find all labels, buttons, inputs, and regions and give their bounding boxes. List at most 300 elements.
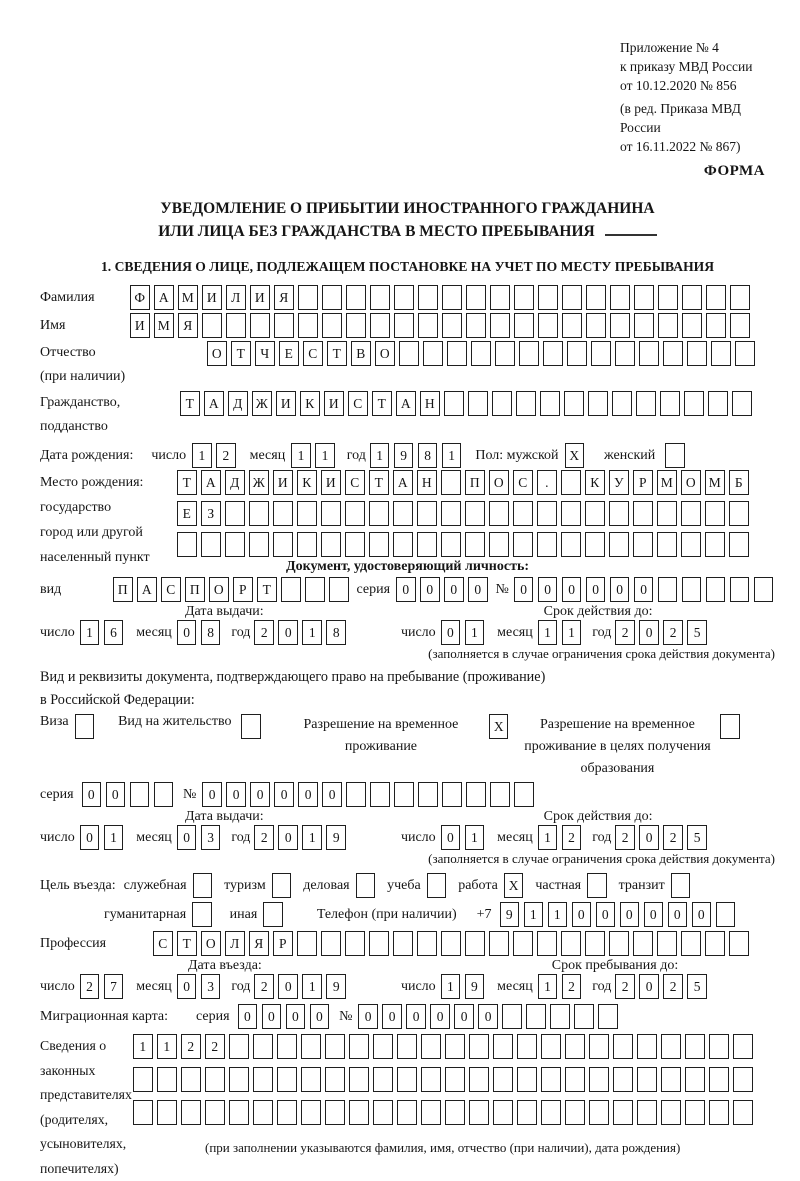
char-box[interactable] (465, 532, 485, 557)
char-box[interactable] (730, 577, 750, 602)
phone-input[interactable] (500, 902, 736, 927)
entry-month-input[interactable] (177, 974, 221, 999)
char-box[interactable]: 0 (430, 1004, 450, 1029)
char-box[interactable] (637, 1100, 657, 1125)
char-box[interactable]: 0 (382, 1004, 402, 1029)
char-box[interactable] (514, 285, 534, 310)
char-box[interactable] (517, 1100, 537, 1125)
char-box[interactable]: 5 (687, 825, 707, 850)
char-box[interactable]: И (276, 391, 296, 416)
char-box[interactable]: 0 (596, 902, 616, 927)
purpose-business-checkbox[interactable] (356, 873, 376, 898)
char-box[interactable] (687, 341, 707, 366)
char-box[interactable] (297, 931, 317, 956)
char-box[interactable]: 1 (133, 1034, 153, 1059)
char-box[interactable]: 0 (420, 577, 440, 602)
res-series-input[interactable] (82, 782, 174, 807)
char-box[interactable]: А (204, 391, 224, 416)
char-box[interactable]: С (161, 577, 181, 602)
char-box[interactable]: М (178, 285, 198, 310)
char-box[interactable]: А (154, 285, 174, 310)
res-issue-month-input[interactable] (177, 825, 221, 850)
char-box[interactable] (663, 341, 683, 366)
birth-place-row3-input[interactable] (177, 532, 749, 557)
char-box[interactable] (661, 1034, 681, 1059)
char-box[interactable]: З (201, 501, 221, 526)
char-box[interactable] (301, 1100, 321, 1125)
char-box[interactable]: И (273, 470, 293, 495)
char-box[interactable] (541, 1067, 561, 1092)
char-box[interactable]: 7 (104, 974, 124, 999)
char-box[interactable] (658, 285, 678, 310)
char-box[interactable]: 3 (201, 974, 221, 999)
char-box[interactable]: Н (420, 391, 440, 416)
char-box[interactable] (445, 1034, 465, 1059)
char-box[interactable]: А (201, 470, 221, 495)
res-issue-year-input[interactable] (254, 825, 346, 850)
char-box[interactable] (514, 782, 534, 807)
char-box[interactable] (442, 782, 462, 807)
char-box[interactable]: С (345, 470, 365, 495)
char-box[interactable]: П (113, 577, 133, 602)
char-box[interactable] (249, 501, 269, 526)
char-box[interactable] (321, 532, 341, 557)
char-box[interactable]: Т (177, 931, 197, 956)
char-box[interactable]: 1 (538, 825, 558, 850)
doc-valid-month-input[interactable] (538, 620, 582, 645)
char-box[interactable]: 0 (177, 620, 197, 645)
char-box[interactable] (370, 313, 390, 338)
char-box[interactable]: 0 (620, 902, 640, 927)
char-box[interactable] (469, 1067, 489, 1092)
char-box[interactable] (345, 501, 365, 526)
char-box[interactable]: 2 (663, 825, 683, 850)
char-box[interactable]: М (154, 313, 174, 338)
char-box[interactable]: 2 (663, 974, 683, 999)
char-box[interactable] (561, 532, 581, 557)
char-box[interactable] (489, 532, 509, 557)
char-box[interactable] (154, 782, 174, 807)
char-box[interactable] (322, 285, 342, 310)
char-box[interactable]: 8 (418, 443, 438, 468)
char-box[interactable] (202, 313, 222, 338)
char-box[interactable]: 1 (302, 620, 322, 645)
char-box[interactable] (591, 341, 611, 366)
char-box[interactable]: 8 (201, 620, 221, 645)
char-box[interactable] (661, 1100, 681, 1125)
char-box[interactable]: 0 (572, 902, 592, 927)
char-box[interactable] (393, 501, 413, 526)
char-box[interactable]: 0 (262, 1004, 282, 1029)
char-box[interactable] (273, 501, 293, 526)
char-box[interactable]: К (300, 391, 320, 416)
char-box[interactable]: С (303, 341, 323, 366)
char-box[interactable]: 0 (202, 782, 222, 807)
char-box[interactable] (417, 501, 437, 526)
char-box[interactable] (321, 931, 341, 956)
char-box[interactable] (682, 285, 702, 310)
char-box[interactable]: П (465, 470, 485, 495)
char-box[interactable]: И (250, 285, 270, 310)
char-box[interactable] (660, 391, 680, 416)
char-box[interactable]: Л (225, 931, 245, 956)
char-box[interactable]: Н (417, 470, 437, 495)
char-box[interactable] (417, 532, 437, 557)
char-box[interactable] (613, 1067, 633, 1092)
doc-valid-year-input[interactable] (615, 620, 707, 645)
char-box[interactable] (706, 577, 726, 602)
char-box[interactable] (421, 1034, 441, 1059)
char-box[interactable] (373, 1067, 393, 1092)
char-box[interactable] (526, 1004, 546, 1029)
residence-permit-checkbox[interactable] (241, 714, 261, 739)
char-box[interactable]: Я (274, 285, 294, 310)
char-box[interactable] (565, 1034, 585, 1059)
migration-number-input[interactable] (358, 1004, 618, 1029)
char-box[interactable]: 0 (278, 974, 298, 999)
char-box[interactable] (469, 1034, 489, 1059)
char-box[interactable] (445, 1067, 465, 1092)
char-box[interactable] (681, 532, 701, 557)
char-box[interactable] (394, 782, 414, 807)
doc-issue-day-input[interactable] (80, 620, 124, 645)
char-box[interactable] (685, 1034, 705, 1059)
char-box[interactable]: О (375, 341, 395, 366)
char-box[interactable]: 2 (562, 974, 582, 999)
char-box[interactable]: 1 (157, 1034, 177, 1059)
char-box[interactable] (681, 931, 701, 956)
char-box[interactable]: 6 (104, 620, 124, 645)
char-box[interactable] (585, 532, 605, 557)
char-box[interactable] (322, 313, 342, 338)
char-box[interactable]: К (297, 470, 317, 495)
char-box[interactable] (565, 1100, 585, 1125)
char-box[interactable]: 1 (465, 620, 485, 645)
char-box[interactable] (305, 577, 325, 602)
char-box[interactable] (585, 931, 605, 956)
char-box[interactable] (369, 532, 389, 557)
char-box[interactable] (540, 391, 560, 416)
visa-checkbox[interactable] (75, 714, 95, 739)
char-box[interactable]: 1 (302, 974, 322, 999)
char-box[interactable] (277, 1100, 297, 1125)
char-box[interactable] (349, 1034, 369, 1059)
char-box[interactable] (541, 1034, 561, 1059)
patronymic-input[interactable] (207, 341, 755, 366)
res-valid-day-input[interactable] (441, 825, 485, 850)
char-box[interactable] (588, 391, 608, 416)
legal-reps-row3-input[interactable] (133, 1100, 753, 1125)
doc-number-input[interactable] (514, 577, 774, 602)
char-box[interactable] (612, 391, 632, 416)
char-box[interactable] (657, 501, 677, 526)
char-box[interactable] (418, 285, 438, 310)
char-box[interactable] (589, 1034, 609, 1059)
char-box[interactable]: Д (228, 391, 248, 416)
sex-female-checkbox[interactable] (665, 443, 685, 468)
char-box[interactable] (229, 1067, 249, 1092)
char-box[interactable]: 0 (639, 825, 659, 850)
char-box[interactable] (329, 577, 349, 602)
legal-reps-row2-input[interactable] (133, 1067, 753, 1092)
doc-valid-day-input[interactable] (441, 620, 485, 645)
char-box[interactable]: 9 (326, 825, 346, 850)
char-box[interactable] (609, 501, 629, 526)
char-box[interactable] (574, 1004, 594, 1029)
char-box[interactable] (711, 341, 731, 366)
char-box[interactable] (421, 1067, 441, 1092)
char-box[interactable] (226, 313, 246, 338)
char-box[interactable]: П (185, 577, 205, 602)
char-box[interactable]: Р (273, 931, 293, 956)
char-box[interactable]: 5 (687, 620, 707, 645)
purpose-official-checkbox[interactable] (193, 873, 213, 898)
char-box[interactable] (466, 313, 486, 338)
char-box[interactable]: 1 (548, 902, 568, 927)
char-box[interactable]: 1 (104, 825, 124, 850)
stay-year-input[interactable] (615, 974, 707, 999)
char-box[interactable] (589, 1100, 609, 1125)
char-box[interactable] (514, 313, 534, 338)
char-box[interactable]: Ф (130, 285, 150, 310)
char-box[interactable]: 0 (639, 620, 659, 645)
char-box[interactable] (465, 501, 485, 526)
res-valid-year-input[interactable] (615, 825, 707, 850)
char-box[interactable]: 0 (692, 902, 712, 927)
char-box[interactable] (441, 931, 461, 956)
char-box[interactable] (537, 501, 557, 526)
char-box[interactable] (633, 931, 653, 956)
char-box[interactable] (205, 1067, 225, 1092)
char-box[interactable]: Е (177, 501, 197, 526)
char-box[interactable]: М (705, 470, 725, 495)
char-box[interactable] (493, 1034, 513, 1059)
char-box[interactable] (658, 577, 678, 602)
char-box[interactable] (682, 577, 702, 602)
char-box[interactable] (393, 931, 413, 956)
char-box[interactable] (634, 313, 654, 338)
char-box[interactable] (465, 931, 485, 956)
char-box[interactable] (277, 1034, 297, 1059)
char-box[interactable] (298, 285, 318, 310)
char-box[interactable]: 0 (454, 1004, 474, 1029)
char-box[interactable] (253, 1034, 273, 1059)
char-box[interactable]: Ж (249, 470, 269, 495)
char-box[interactable]: 2 (80, 974, 100, 999)
char-box[interactable]: К (585, 470, 605, 495)
char-box[interactable] (393, 532, 413, 557)
char-box[interactable]: 0 (514, 577, 534, 602)
char-box[interactable] (613, 1034, 633, 1059)
char-box[interactable]: О (207, 341, 227, 366)
char-box[interactable]: 0 (396, 577, 416, 602)
purpose-study-checkbox[interactable] (427, 873, 447, 898)
char-box[interactable] (442, 313, 462, 338)
char-box[interactable] (301, 1067, 321, 1092)
char-box[interactable] (709, 1034, 729, 1059)
char-box[interactable] (561, 501, 581, 526)
char-box[interactable] (369, 931, 389, 956)
char-box[interactable] (586, 313, 606, 338)
char-box[interactable] (346, 313, 366, 338)
doc-issue-year-input[interactable] (254, 620, 346, 645)
char-box[interactable]: 0 (538, 577, 558, 602)
char-box[interactable] (297, 532, 317, 557)
migration-series-input[interactable] (238, 1004, 330, 1029)
char-box[interactable]: И (324, 391, 344, 416)
char-box[interactable] (373, 1034, 393, 1059)
char-box[interactable]: 8 (326, 620, 346, 645)
char-box[interactable]: 0 (80, 825, 100, 850)
char-box[interactable]: С (153, 931, 173, 956)
char-box[interactable]: Р (633, 470, 653, 495)
char-box[interactable] (513, 501, 533, 526)
char-box[interactable] (397, 1067, 417, 1092)
char-box[interactable] (130, 782, 150, 807)
doc-issue-month-input[interactable] (177, 620, 221, 645)
char-box[interactable]: 1 (80, 620, 100, 645)
char-box[interactable] (201, 532, 221, 557)
char-box[interactable]: С (348, 391, 368, 416)
char-box[interactable] (610, 285, 630, 310)
char-box[interactable] (181, 1067, 201, 1092)
char-box[interactable]: Т (257, 577, 277, 602)
char-box[interactable] (633, 501, 653, 526)
res-valid-month-input[interactable] (538, 825, 582, 850)
char-box[interactable] (325, 1100, 345, 1125)
char-box[interactable]: И (130, 313, 150, 338)
char-box[interactable] (325, 1067, 345, 1092)
char-box[interactable] (682, 313, 702, 338)
char-box[interactable]: О (681, 470, 701, 495)
char-box[interactable] (609, 532, 629, 557)
char-box[interactable] (658, 313, 678, 338)
char-box[interactable] (468, 391, 488, 416)
char-box[interactable] (349, 1067, 369, 1092)
birth-month-input[interactable] (291, 443, 335, 468)
char-box[interactable] (729, 931, 749, 956)
char-box[interactable]: 0 (82, 782, 102, 807)
char-box[interactable] (394, 313, 414, 338)
char-box[interactable]: Т (177, 470, 197, 495)
char-box[interactable]: 0 (610, 577, 630, 602)
char-box[interactable]: 1 (302, 825, 322, 850)
char-box[interactable] (229, 1034, 249, 1059)
char-box[interactable] (423, 341, 443, 366)
char-box[interactable]: Т (327, 341, 347, 366)
char-box[interactable]: Б (729, 470, 749, 495)
char-box[interactable]: Д (225, 470, 245, 495)
char-box[interactable] (567, 341, 587, 366)
char-box[interactable]: 1 (538, 620, 558, 645)
char-box[interactable] (346, 782, 366, 807)
char-box[interactable] (709, 1067, 729, 1092)
char-box[interactable] (225, 501, 245, 526)
temp-residence-edu-checkbox[interactable] (720, 714, 740, 739)
char-box[interactable] (250, 313, 270, 338)
char-box[interactable] (493, 1067, 513, 1092)
char-box[interactable] (513, 931, 533, 956)
char-box[interactable]: С (513, 470, 533, 495)
char-box[interactable]: 0 (444, 577, 464, 602)
char-box[interactable]: 1 (465, 825, 485, 850)
char-box[interactable]: А (396, 391, 416, 416)
char-box[interactable]: 9 (326, 974, 346, 999)
char-box[interactable]: И (321, 470, 341, 495)
char-box[interactable]: 0 (406, 1004, 426, 1029)
char-box[interactable] (633, 532, 653, 557)
char-box[interactable] (469, 1100, 489, 1125)
char-box[interactable] (345, 532, 365, 557)
char-box[interactable] (345, 931, 365, 956)
char-box[interactable]: 0 (177, 825, 197, 850)
char-box[interactable]: 9 (394, 443, 414, 468)
char-box[interactable]: 0 (634, 577, 654, 602)
char-box[interactable]: И (202, 285, 222, 310)
entry-year-input[interactable] (254, 974, 346, 999)
char-box[interactable] (541, 1100, 561, 1125)
char-box[interactable]: 0 (250, 782, 270, 807)
legal-reps-row1-input[interactable] (133, 1034, 753, 1059)
char-box[interactable]: 1 (291, 443, 311, 468)
char-box[interactable]: 2 (663, 620, 683, 645)
char-box[interactable] (249, 532, 269, 557)
char-box[interactable] (369, 501, 389, 526)
char-box[interactable] (661, 1067, 681, 1092)
char-box[interactable] (489, 501, 509, 526)
char-box[interactable]: 2 (254, 974, 274, 999)
char-box[interactable] (705, 501, 725, 526)
temp-residence-checkbox[interactable]: X (489, 714, 509, 739)
char-box[interactable]: 0 (238, 1004, 258, 1029)
stay-month-input[interactable] (538, 974, 582, 999)
purpose-other-checkbox[interactable] (263, 902, 283, 927)
char-box[interactable]: 0 (639, 974, 659, 999)
char-box[interactable] (709, 1100, 729, 1125)
char-box[interactable]: У (609, 470, 629, 495)
char-box[interactable] (298, 313, 318, 338)
char-box[interactable] (205, 1100, 225, 1125)
char-box[interactable] (253, 1100, 273, 1125)
char-box[interactable] (513, 532, 533, 557)
char-box[interactable] (517, 1067, 537, 1092)
char-box[interactable]: 1 (538, 974, 558, 999)
char-box[interactable] (564, 391, 584, 416)
char-box[interactable] (466, 285, 486, 310)
char-box[interactable] (519, 341, 539, 366)
char-box[interactable] (490, 782, 510, 807)
char-box[interactable]: . (537, 470, 557, 495)
char-box[interactable]: Л (226, 285, 246, 310)
char-box[interactable] (277, 1067, 297, 1092)
char-box[interactable] (133, 1067, 153, 1092)
char-box[interactable]: Т (369, 470, 389, 495)
char-box[interactable] (610, 313, 630, 338)
char-box[interactable] (225, 532, 245, 557)
purpose-work-checkbox[interactable]: X (504, 873, 524, 898)
char-box[interactable] (394, 285, 414, 310)
char-box[interactable]: 1 (442, 443, 462, 468)
char-box[interactable] (685, 1100, 705, 1125)
char-box[interactable]: Я (249, 931, 269, 956)
char-box[interactable] (732, 391, 752, 416)
char-box[interactable] (657, 532, 677, 557)
char-box[interactable]: 1 (562, 620, 582, 645)
char-box[interactable]: 0 (310, 1004, 330, 1029)
char-box[interactable] (370, 782, 390, 807)
char-box[interactable] (615, 341, 635, 366)
char-box[interactable] (177, 532, 197, 557)
